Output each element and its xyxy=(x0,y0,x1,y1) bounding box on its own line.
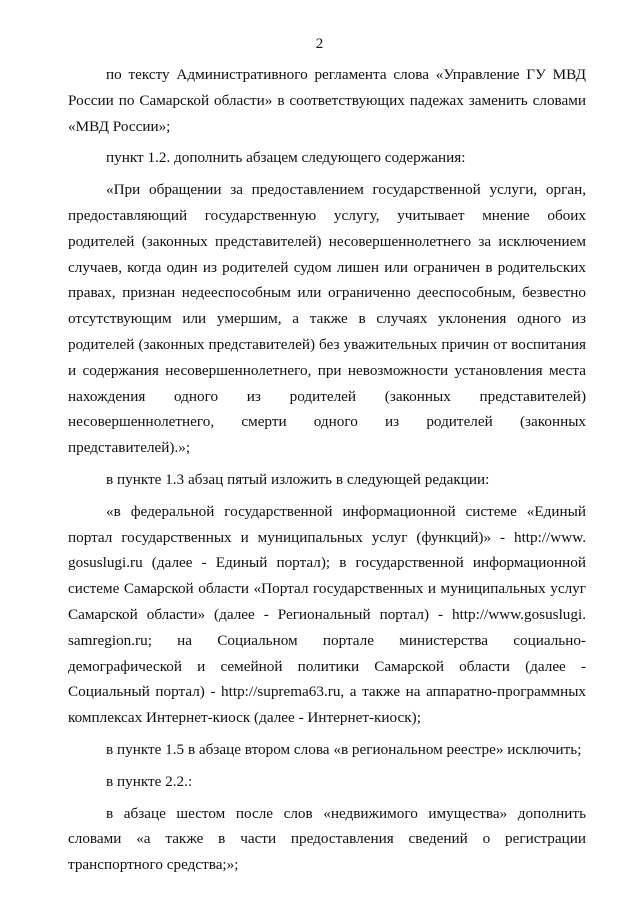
page-number: 2 xyxy=(315,36,324,52)
paragraph-item-1-2-intro: пункт 1.2. дополнить абзацем следующего содержания: xyxy=(106,149,466,167)
paragraph-item-1-2-text: «При обращении за предоставлением государственной услуги, орган, предоставляющий государственную услугу, учитывает мнение обоих родителей (законных представителей) несовершеннолетнего за исключением случаев, когда один из родителей судом лишен или ограничен в родительских правах, признан недееспособным или ограниченно дееспособным, безвестно отсутствующим или умершим, а также в случаях уклонения одного из родителей (законных представителей) без уважительных причин от воспитания и содержания несовершеннолетнего, при невозможности установления места нахождения одного из родителей (законных представителей) несовершеннолетнего, смерти одного из родителей (законных представителей).»; xyxy=(68,181,586,457)
paragraph-item-1-3-intro: в пункте 1.3 абзац пятый изложить в следующей редакции: xyxy=(106,470,490,488)
paragraph-item-2-2-intro: в пункте 2.2.: xyxy=(106,772,193,790)
paragraph-item-1-5: в пункте 1.5 в абзаце втором слова «в региональном реестре» исключить; xyxy=(106,740,582,758)
document-body xyxy=(68,62,586,878)
paragraph-item-1-3-text: «в федеральной государственной информационной системе «Единый портал государственных и муниципальных услуг (функций)» - http://www. gosuslugi.ru (далее - Единый портал); в государственной информационной системе Самарской области «Портал государственных и муниципальных услуг Самарской области» (далее - Региональный портал) - http://www.gosuslugi. samregion.ru; на Социальном портале министерства социально-демографической и семейной политики Самарской области (далее - Социальный портал) - http://suprema63.ru, а также на аппаратно-программных комплексах Интернет-киоск (далее - Интернет-киоск); xyxy=(68,502,586,727)
paragraph-replace-wording: по тексту Административного регламента слова «Управление ГУ МВД России по Самарской области» в соответствующих падежах заменить словами «МВД России»; xyxy=(68,66,586,135)
paragraph-item-2-2-text: в абзаце шестом после слов «недвижимого имущества» дополнить словами «а также в части предоставления сведений о регистрации транспортного средства;»; xyxy=(68,804,586,874)
